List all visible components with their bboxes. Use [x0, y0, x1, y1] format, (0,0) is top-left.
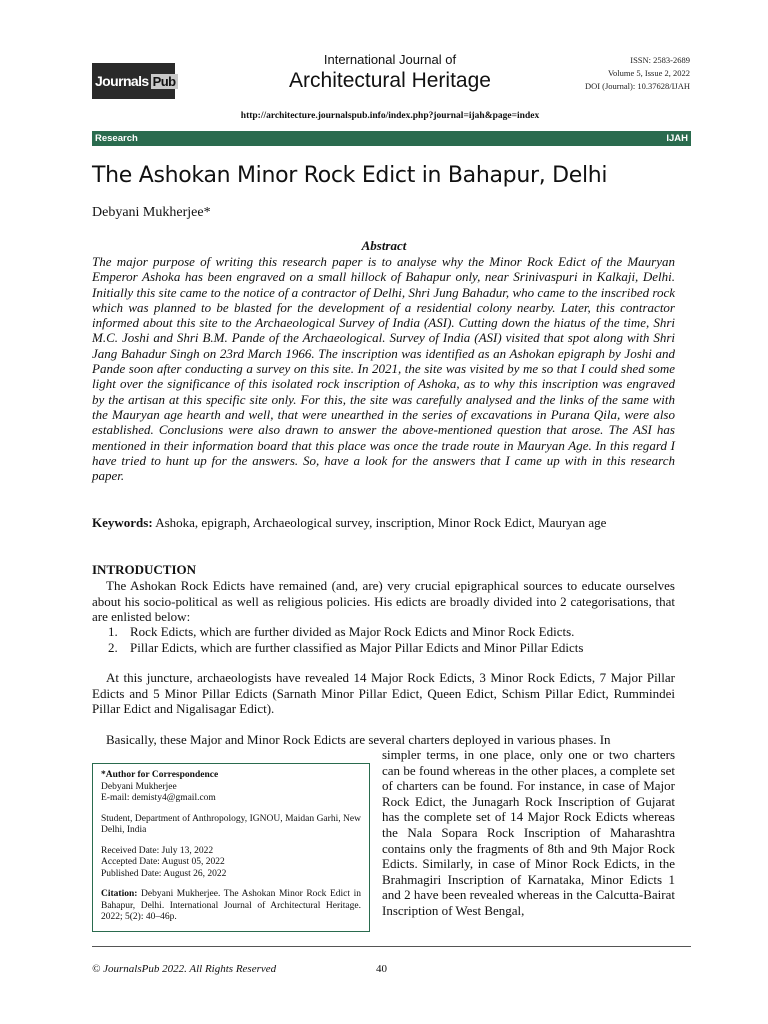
abstract-text: The major purpose of writing this research paper is to analyse why the Minor Rock Edict of the Mauryan Emperor Ashoka has been engraved on a small hillock of Bahapur only, near Srinivaspuri in Kalkaji, Delhi. Initially this site came to the notice of a contractor of Delhi, Shri Jung Bahadur, who came to the inscribed rock which was planned to be blasted for the development of a residential colony nearby. Later, this contractor informed about this site to the Archaeological Survey of India (ASI). Cutting down the hiatus of the time, Shri M.C. Joshi and Shri B.M. Pande of the Archaeological. Survey of India (ASI) visited that spot along with Shri Jang Bahadur Singh on 23rd March 1966. The inscription was identified as an Ashokan epigraph by Joshi and Pande soon after conducting a survey on this site. In 2021, the site was visited by me so that I could shed some light over the significance of this isolated rock inscription of Ashoka, as to why this inscription was engraved by the artisan at this specific site only. For this, the site was carefully analysed and the links of the same with the Mauryan age hearth and well, that were unearthed in the series of excavations in Purana Qila, were also established. Conclusions were also drawn to answer the above-mentioned question that arose. The ASI has mentioned in their information board that this place was once the trade route in Mauryan Age. In this regard I have tried to hunt up for the answers. So, have a look for the answers that I came up with in this research paper. — [92, 254, 675, 484]
keywords-text: Ashoka, epigraph, Archaeological survey, inscription, Minor Rock Edict, Mauryan age — [155, 515, 607, 530]
list-item — [108, 640, 583, 656]
logo-sub-text: Pub — [152, 73, 176, 89]
journal-title-line1: International Journal of — [323, 52, 457, 67]
keywords-label: Keywords: — [92, 515, 153, 530]
published-date: Published Date: August 26, 2022 — [101, 868, 227, 879]
journal-title-line2: Architectural Heritage — [289, 69, 491, 92]
correspondence-box — [92, 763, 370, 932]
list-item — [108, 624, 583, 640]
list-item-number: 1. — [108, 624, 118, 639]
correspondence-name: Debyani Mukherjee — [101, 781, 177, 792]
journal-abbrev: IJAH — [666, 133, 688, 144]
list-item-text: Pillar Edicts, which are further classified as Major Pillar Edicts and Minor Pillar Edicts — [130, 640, 584, 655]
correspondence-affiliation: Student, Department of Anthropology, IGNOU, Maidan Garhi, New Delhi, India — [101, 813, 361, 835]
issn: ISSN: 2583-2689 — [630, 55, 690, 65]
edict-list — [108, 624, 583, 656]
copyright: © JournalsPub 2022. All Rights Reserved — [92, 963, 277, 975]
abstract-heading: Abstract — [361, 238, 407, 253]
author-name: Debyani Mukherjee* — [92, 205, 211, 220]
citation-text: Debyani Mukherjee. The Ashokan Minor Rock Edict in Bahapur, Delhi. International Journal of Architectural Heritage. 2022; 5(2): 40–46p. — [101, 889, 362, 922]
received-date: Received Date: July 13, 2022 — [101, 845, 214, 856]
accepted-date: Accepted Date: August 05, 2022 — [101, 857, 225, 867]
citation-label: Citation: — [101, 889, 138, 899]
section-label: Research — [95, 133, 138, 144]
keywords — [92, 515, 606, 531]
footer-divider — [92, 946, 691, 947]
correspondence-heading: *Author for Correspondence — [101, 770, 219, 780]
list-item-number: 2. — [108, 640, 118, 655]
citation — [101, 889, 361, 924]
introduction-heading: INTRODUCTION — [92, 562, 197, 577]
journal-url[interactable]: http://architecture.journalspub.info/index.php?journal=ijah&page=index — [240, 111, 540, 121]
intro-paragraph-2: At this juncture, archaeologists have revealed 14 Major Rock Edicts, 3 Minor Rock Edicts, 7 Major Pillar Edicts and 5 Minor Pillar Edicts (Sarnath Minor Pillar Edict, Queen Edict, Schism Pillar Edict, Rummindei Pillar Edict and Nigalisagar Edict). — [92, 670, 675, 716]
section-bar — [92, 131, 691, 146]
intro-paragraph-3-first-line: Basically, these Major and Minor Rock Edicts are several charters deployed in various phases. In — [106, 732, 611, 747]
volume-issue: Volume 5, Issue 2, 2022 — [607, 68, 690, 78]
correspondence-email[interactable]: E-mail: demisty4@gmail.com — [101, 793, 216, 803]
list-item-text: Rock Edicts, which are further divided as Major Rock Edicts and Minor Rock Edicts. — [130, 624, 575, 639]
article-title: The Ashokan Minor Rock Edict in Bahapur, Delhi — [92, 163, 608, 188]
intro-paragraph-3-continued: simpler terms, in one place, only one or two charters can be found whereas in the other places, a complete set of charters can be found. For instance, in case of Major Rock Edict, the Junagarh Rock Inscription of Gujarat has the complete set of 14 Major Rock Edicts whereas the Nala Sopara Rock Inscription of Maharashtra contains only the fragments of 8th and 9th Major Rock Edicts. Similarly, in case of Minor Rock Edicts, in the Brahmagiri Inscription of Karnataka, Minor Edicts 1 and 2 have been revealed whereas in the Calcutta-Bairat Inscription of West Bengal, — [382, 747, 675, 918]
logo-main-text: Journals — [95, 73, 149, 89]
page-number: 40 — [376, 963, 387, 975]
journal-meta — [585, 54, 690, 93]
intro-paragraph-1: The Ashokan Rock Edicts have remained (and, are) very crucial epigraphical sources to educate ourselves about his socio-political as well as religious policies. His edicts are broadly divided into 2 categorisations, that are enlisted below: — [92, 578, 675, 624]
doi: DOI (Journal): 10.37628/IJAH — [584, 81, 690, 91]
